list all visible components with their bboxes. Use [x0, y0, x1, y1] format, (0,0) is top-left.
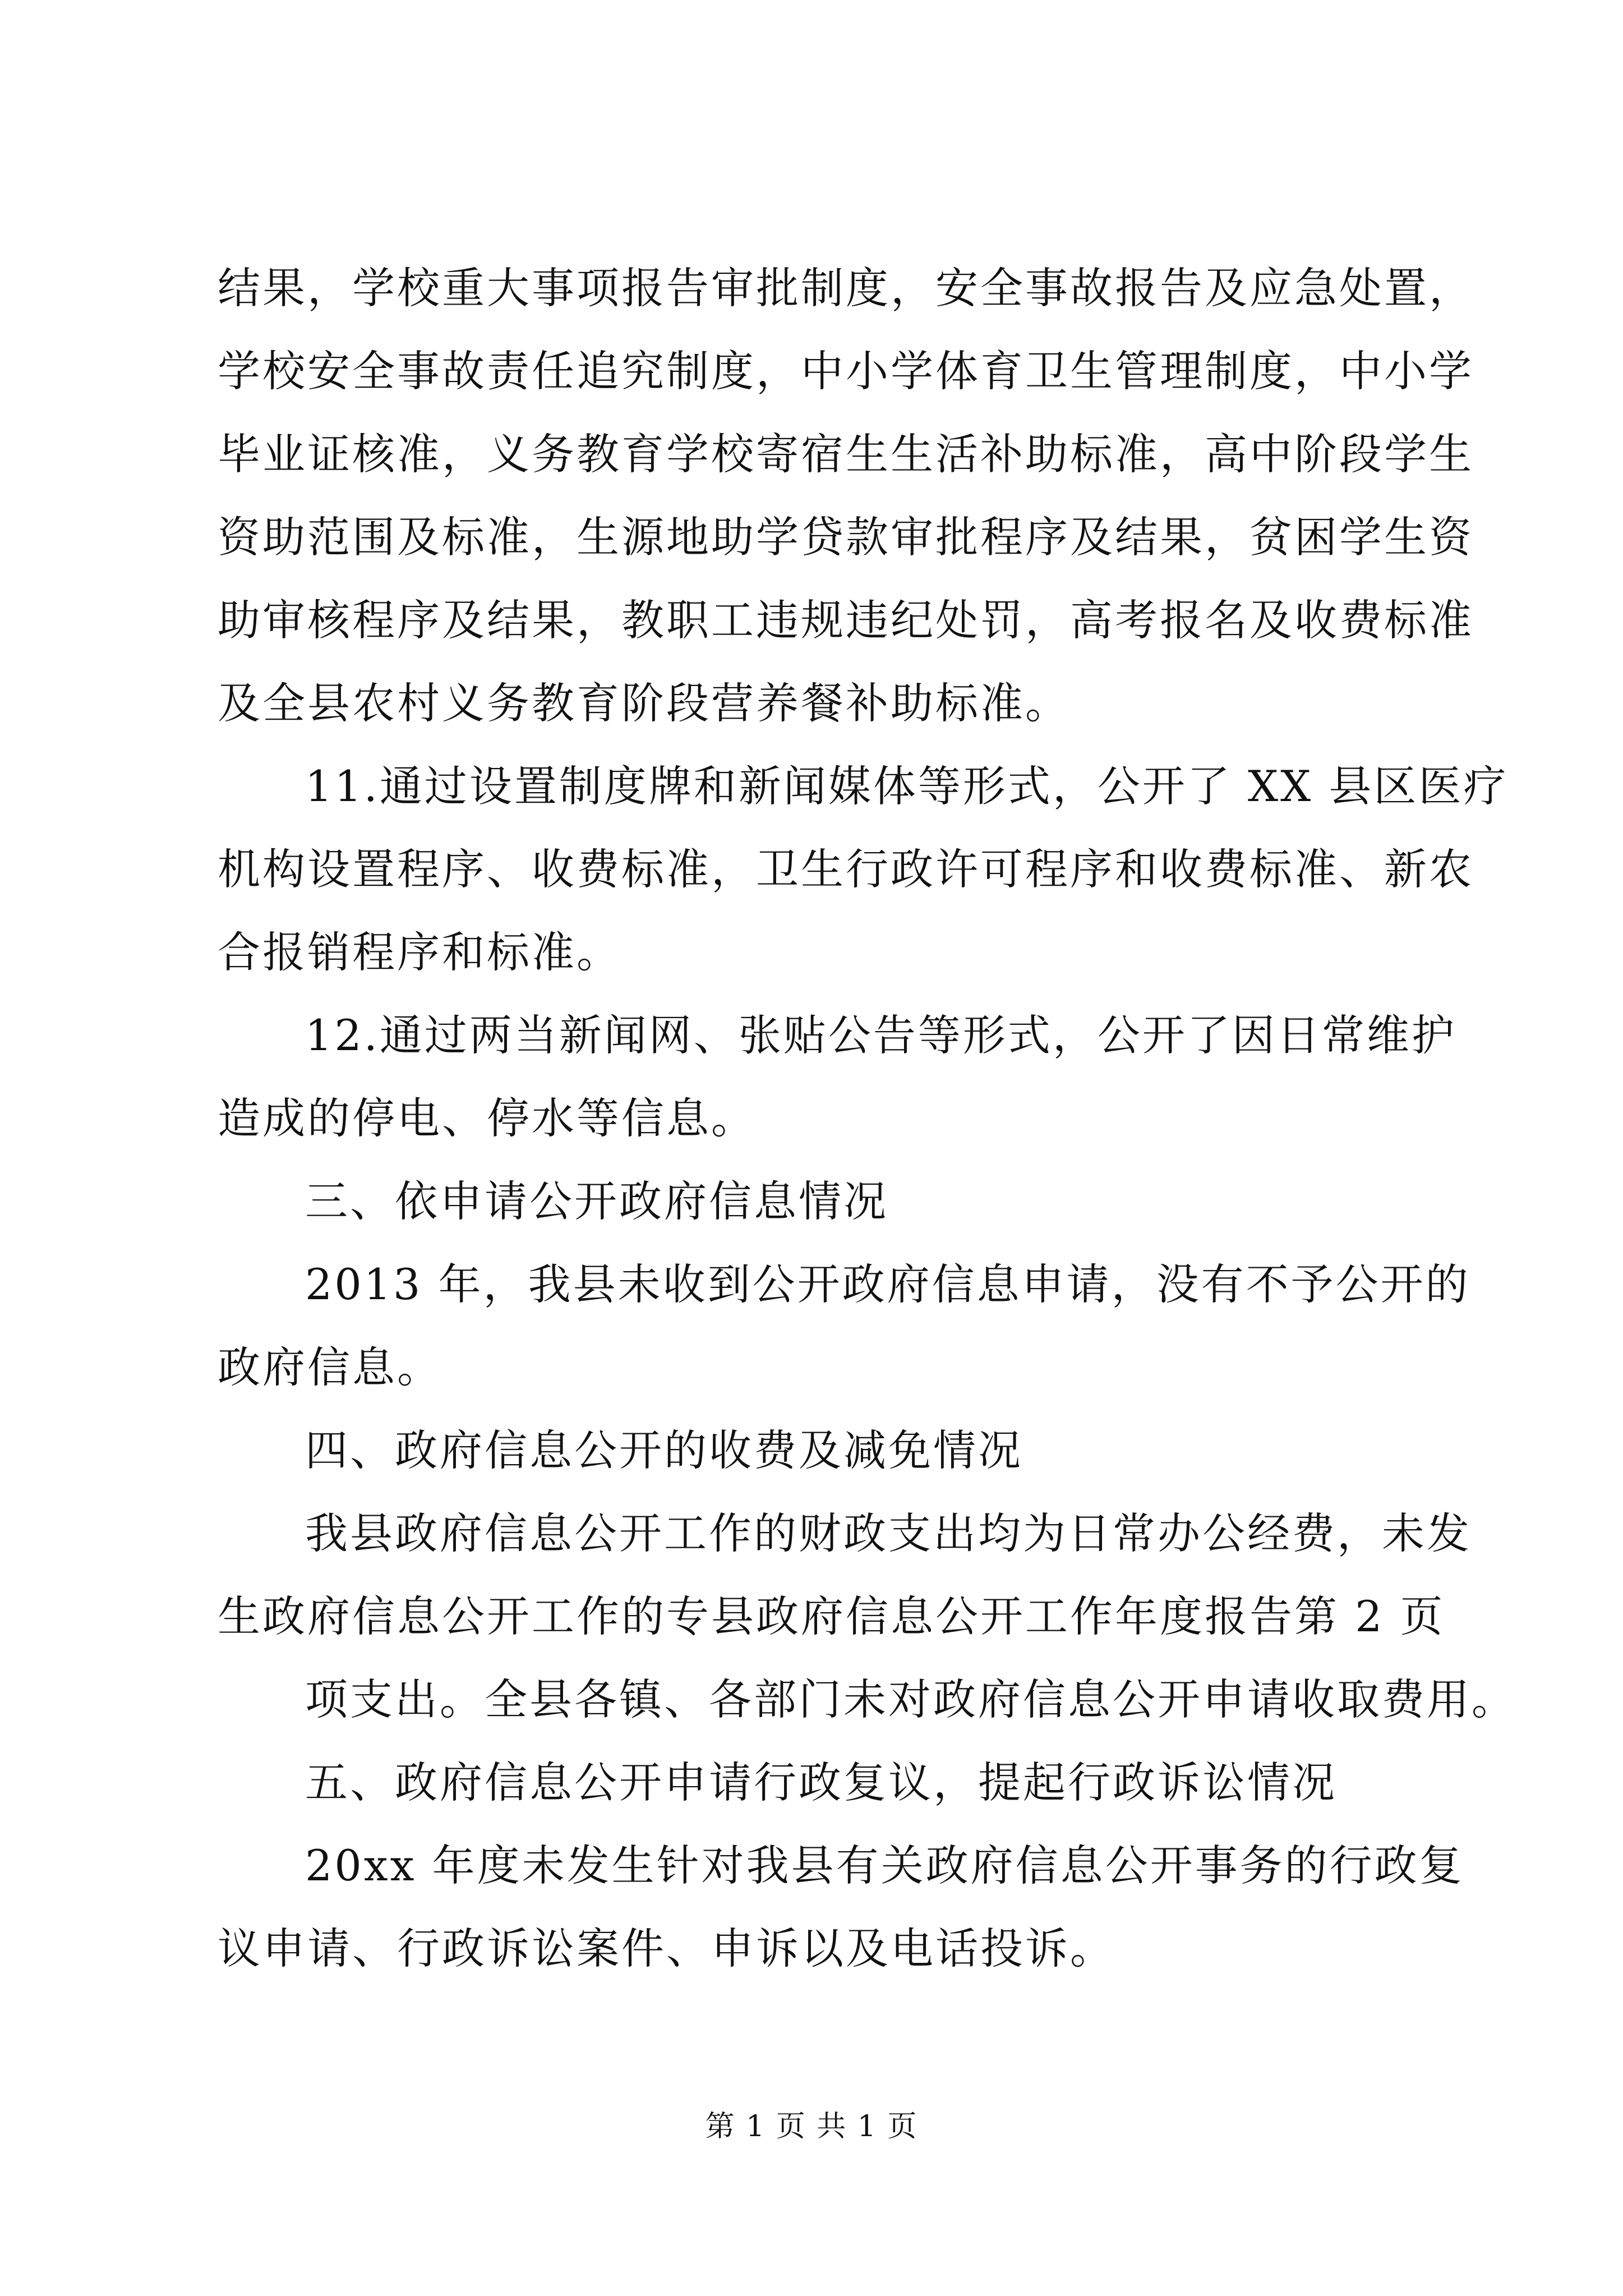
- paragraph-11-start: 11.通过设置制度牌和新闻媒体等形式，公开了 XX 县区医疗: [305, 761, 1509, 811]
- paragraph-start: 我县政府信息公开工作的财政支出均为日常办公经费，未发: [305, 1508, 1472, 1558]
- section-heading-3: 三、依申请公开政府信息情况: [305, 1176, 888, 1226]
- text-line: 结果，学校重大事项报告审批制度，安全事故报告及应急处置，: [218, 263, 1474, 313]
- text-line: 生政府信息公开工作的专县政府信息公开工作年度报告第 2 页: [218, 1591, 1445, 1641]
- text-line: 合报销程序和标准。: [218, 927, 621, 977]
- text-line: 资助范围及标准，生源地助学贷款审批程序及结果，贫困学生资: [218, 512, 1474, 562]
- paragraph-12-start: 12.通过两当新闻网、张贴公告等形式，公开了因日常维护: [305, 1010, 1456, 1060]
- text-line: 造成的停电、停水等信息。: [218, 1093, 756, 1143]
- text-line: 毕业证核准，义务教育学校寄宿生生活补助标准，高中阶段学生: [218, 429, 1474, 479]
- text-line: 项支出。全县各镇、各部门未对政府信息公开申请收取费用。: [305, 1674, 1516, 1724]
- text-line: 及全县农村义务教育阶段营养餐补助标准。: [218, 678, 1070, 728]
- text-line: 机构设置程序、收费标准，卫生行政许可程序和收费标准、新农: [218, 844, 1474, 894]
- paragraph-start: 20xx 年度未发生针对我县有关政府信息公开事务的行政复: [305, 1841, 1464, 1890]
- page-number: 第 1 页 共 1 页: [705, 2110, 918, 2143]
- page-footer: [0, 2102, 1623, 2145]
- text-line: 学校安全事故责任追究制度，中小学体育卫生管理制度，中小学: [218, 346, 1474, 396]
- text-line: 议申请、行政诉讼案件、申诉以及电话投诉。: [218, 1924, 1115, 1973]
- section-heading-4: 四、政府信息公开的收费及减免情况: [305, 1425, 1023, 1475]
- paragraph-start: 2013 年，我县未收到公开政府信息申请，没有不予公开的: [305, 1259, 1470, 1309]
- text-line: 助审核程序及结果，教职工违规违纪处罚，高考报名及收费标准: [218, 595, 1474, 645]
- text-line: 政府信息。: [218, 1342, 442, 1392]
- document-body: [218, 247, 1516, 1990]
- section-heading-5: 五、政府信息公开申请行政复议，提起行政诉讼情况: [305, 1757, 1337, 1807]
